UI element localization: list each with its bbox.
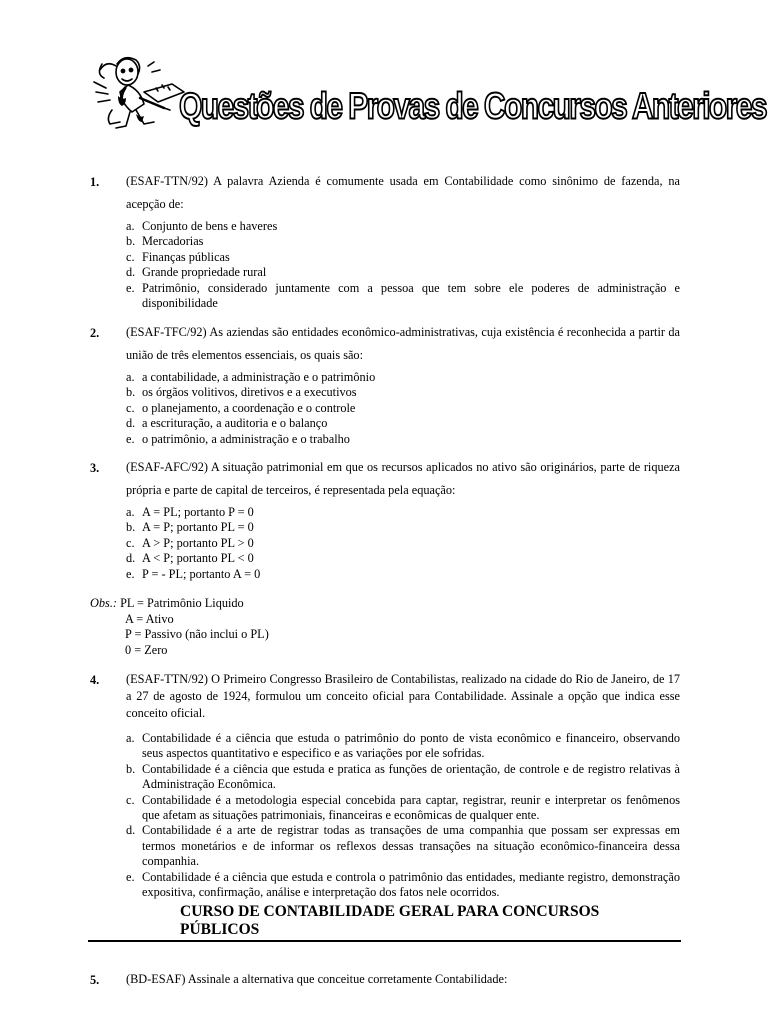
obs-line-3: P = Passivo (não inclui o PL) bbox=[125, 627, 269, 642]
header-title: Questões de Provas de Concursos Anteriores bbox=[179, 86, 766, 128]
question-3-option-b: b. A = P; portanto PL = 0 bbox=[126, 520, 254, 535]
question-3-option-e: e. P = - PL; portanto A = 0 bbox=[126, 566, 261, 581]
question-1-option-e: e. Patrimônio, considerado juntamente com a pessoa que tem sobre ele poderes de administração e disponibilidade bbox=[126, 280, 680, 311]
question-3-option-a: a. A = PL; portanto P = 0 bbox=[126, 505, 254, 519]
question-4-option-a: a. Contabilidade é a ciência que estuda o patrimônio do ponto de vista econômico e financeiro, observando seus aspectos quantitativo e especifico e as variações por ele sofridas. bbox=[126, 731, 680, 761]
question-1-option-d: d. Grande propriedade rural bbox=[126, 265, 267, 280]
question-2-option-c: c. o planejamento, a coordenação e o controle bbox=[126, 400, 356, 415]
question-3-number: 3. bbox=[90, 461, 100, 475]
question-1-text: (ESAF-TTN/92) A palavra Azienda é comumente usada em Contabilidade como sinônimo de fazenda, na acepção de: bbox=[126, 174, 680, 211]
question-1-option-c: c. Finanças públicas bbox=[126, 249, 230, 264]
question-4-number: 4. bbox=[90, 673, 100, 687]
question-3-option-c: c. A > P; portanto PL > 0 bbox=[126, 535, 254, 550]
question-5-number: 5. bbox=[90, 973, 100, 987]
question-3-option-d: d. A < P; portanto PL < 0 bbox=[126, 551, 254, 566]
question-1-option-b: b. Mercadorias bbox=[126, 234, 204, 249]
question-1-option-a: a. Conjunto de bens e haveres bbox=[126, 219, 278, 233]
question-2-option-d: d. a escrituração, a auditoria e o balanço bbox=[126, 416, 328, 431]
question-2-option-e: e. o patrimônio, a administração e o trabalho bbox=[126, 431, 350, 446]
writer-cartoon-logo bbox=[92, 52, 188, 132]
question-2-option-b: b. os órgãos volitivos, diretivos e a executivos bbox=[126, 385, 357, 400]
question-1-number: 1. bbox=[90, 175, 100, 189]
question-2-option-a: a. a contabilidade, a administração e o patrimônio bbox=[126, 370, 376, 384]
obs-line-1: Obs.: PL = Patrimônio Liquido bbox=[90, 596, 244, 610]
course-footer-title: CURSO DE CONTABILIDADE GERAL PARA CONCURSOS PÚBLICOS bbox=[180, 903, 600, 938]
question-3-text: (ESAF-AFC/92) A situação patrimonial em que os recursos aplicados no ativo são originários, parte de riqueza própria e parte de capital de terceiros, é representada pela equação: bbox=[126, 460, 680, 497]
question-3-options bbox=[126, 505, 680, 582]
obs-note bbox=[90, 596, 269, 658]
obs-line-2: A = Ativo bbox=[125, 611, 174, 626]
question-5-text: (BD-ESAF) Assinale a alternativa que conceitue corretamente Contabilidade: bbox=[126, 972, 508, 986]
question-4-text: (ESAF-TTN/92) O Primeiro Congresso Brasileiro de Contabilistas, realizado na cidade do Rio de Janeiro, de 17 a 27 de agosto de 1924, formulou um conceito oficial para Contabilidade. Assinale a opção que indica esse conceito oficial. bbox=[126, 672, 680, 720]
question-2-number: 2. bbox=[90, 326, 100, 340]
question-2-options bbox=[126, 370, 680, 447]
question-4-option-c: c. Contabilidade é a metodologia especial concebida para captar, registrar, reunir e interpretar os fenômenos que afetam as situações patrimoniais, financeiras e econômicas de qualquer ente. bbox=[126, 792, 680, 823]
obs-line-4: 0 = Zero bbox=[125, 642, 168, 657]
question-4-option-b: b. Contabilidade é a ciência que estuda e pratica as funções de orientação, de controle e de registro relativas à Administração Econômica. bbox=[126, 761, 680, 792]
question-4-option-e: e. Contabilidade é a ciência que estuda e controla o patrimônio das entidades, mediante registro, demonstração expositiva, confirmação, análise e interpretação dos fatos nele ocorridos. bbox=[126, 869, 680, 900]
question-2-text: (ESAF-TFC/92) As aziendas são entidades econômico-administrativas, cuja existência é reconhecida a partir da união de três elementos essenciais, os quais são: bbox=[126, 325, 680, 362]
question-4-option-d: d. Contabilidade é a arte de registrar todas as transações de uma companhia que possam ser expressas em termos monetários e de informar os reflexos dessas transações na situação econômico-financeira dessa companhia. bbox=[126, 823, 680, 869]
question-1-options bbox=[126, 219, 680, 311]
question-4-options bbox=[126, 731, 680, 900]
footer-divider bbox=[88, 940, 681, 942]
